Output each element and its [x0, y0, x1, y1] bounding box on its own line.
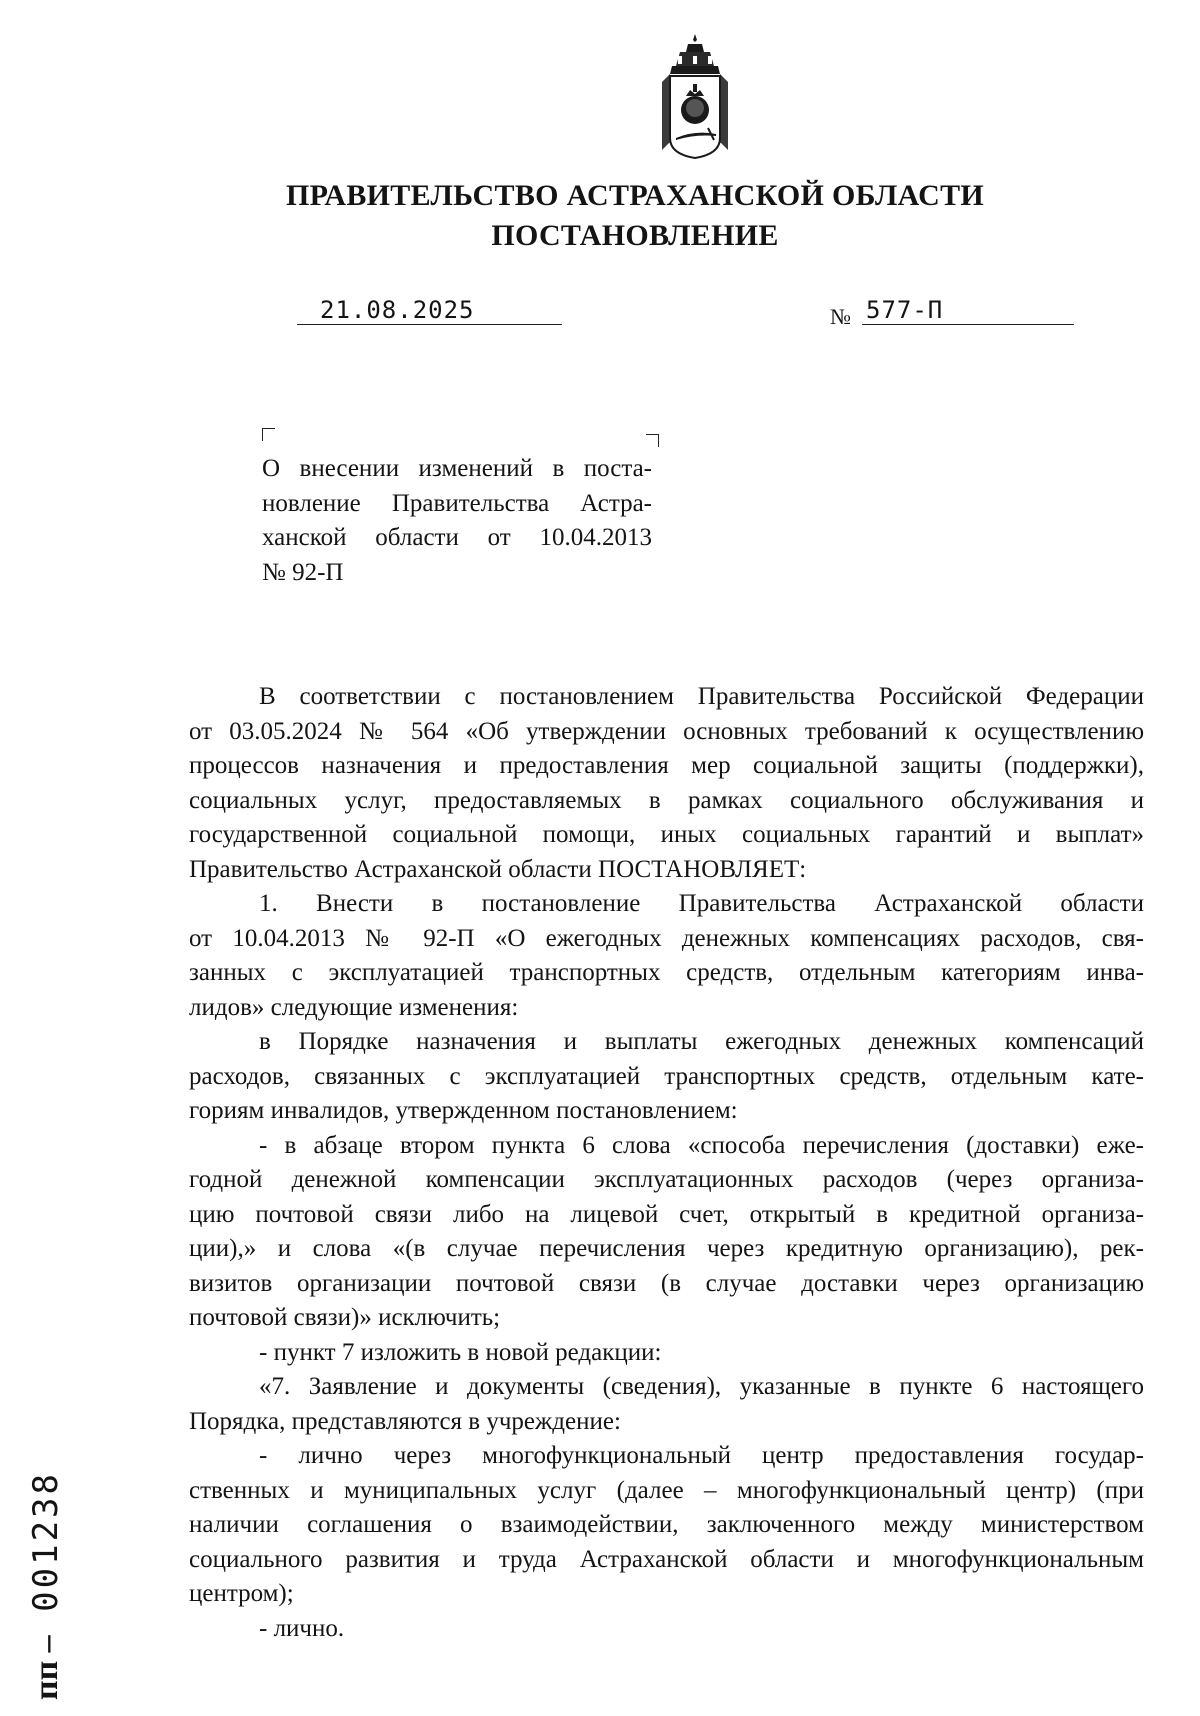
body-line: - пункт 7 изложить в новой редакции: — [259, 1338, 662, 1366]
subject-corner-right — [646, 434, 659, 447]
subject-line: новление Правительства Астра- — [262, 489, 652, 517]
body-line: лидов» следующие изменения: — [189, 993, 519, 1021]
body-line: «7. Заявление и документы (сведения), указанные в пункте 6 настоящего — [259, 1373, 1144, 1400]
document-subject — [262, 452, 652, 590]
margin-registration-stamp — [26, 1471, 66, 1700]
subject-line: ханской области от 10.04.2013 — [262, 524, 652, 551]
body-line: 1. Внести в постановление Правительства Астраханской области — [259, 890, 1144, 917]
body-line: визитов организации почтовой связи (в случае доставки через организацию — [189, 1269, 1144, 1297]
body-line: Порядка, представляются в учреждение: — [189, 1407, 621, 1435]
body-line: В соответствии с постановлением Правительства Российской Федерации — [259, 683, 1144, 710]
astrakhan-coat-of-arms-icon — [650, 30, 740, 165]
subject-corner-left — [262, 428, 275, 441]
body-line: ственных и муниципальных услуг (далее – многофункциональный центр) (при — [189, 1476, 1144, 1504]
document-date: 21.08.2025 — [320, 296, 475, 324]
document-body — [189, 680, 1144, 1646]
subject-line: № 92-П — [262, 558, 344, 586]
number-label: № — [830, 304, 851, 329]
body-line: гориям инвалидов, утвержденном постановлением: — [189, 1097, 738, 1124]
body-line: - лично. — [259, 1614, 345, 1642]
body-line: - в абзаце втором пункта 6 слова «способа перечисления (доставки) еже- — [259, 1131, 1144, 1159]
body-line: почтовой связи)» исключить; — [189, 1304, 501, 1331]
body-line: Правительство Астраханской области ПОСТАНОВЛЯЕТ: — [189, 855, 807, 883]
body-line: годной денежной компенсации эксплуатационных расходов (через организа- — [189, 1166, 1144, 1193]
body-line: занных с эксплуатацией транспортных средств, отдельным категориям инва- — [189, 959, 1144, 986]
stamp-prefix: пп – — [28, 1635, 65, 1700]
body-line: цию почтовой связи либо на лицевой счет, открытый в кредитной организа- — [189, 1200, 1144, 1228]
organization-title: ПРАВИТЕЛЬСТВО АСТРАХАНСКОЙ ОБЛАСТИ — [285, 179, 985, 212]
date-field — [297, 298, 562, 325]
body-line: в Порядке назначения и выплаты ежегодных денежных компенсаций — [259, 1028, 1144, 1055]
body-line: центром); — [189, 1580, 294, 1607]
number-field — [862, 298, 1074, 325]
document-type-title: ПОСТАНОВЛЕНИЕ — [491, 219, 779, 252]
stamp-number: 001238 — [26, 1471, 66, 1612]
body-line: процессов назначения и предоставления мер социальной защиты (поддержки), — [189, 752, 1144, 779]
subject-line: О внесении изменений в поста- — [262, 455, 652, 482]
body-line: расходов, связанных с эксплуатацией транспортных средств, отдельным кате- — [189, 1062, 1144, 1090]
body-line: наличии соглашения о взаимодействии, заключенного между министерством — [189, 1511, 1144, 1538]
body-line: - лично через многофункциональный центр предоставления государ- — [259, 1442, 1144, 1469]
body-line: государственной социальной помощи, иных социальных гарантий и выплат» — [189, 821, 1144, 848]
body-line: социального развития и труда Астраханской области и многофункциональным — [189, 1545, 1144, 1573]
body-line: от 03.05.2024 № 564 «Об утверждении основных требований к осуществлению — [189, 717, 1144, 745]
body-line: ции),» и слова «(в случае перечисления через кредитную организацию), рек- — [189, 1235, 1144, 1262]
body-line: социальных услуг, предоставляемых в рамках социального обслуживания и — [189, 786, 1144, 814]
document-number: 577-П — [866, 296, 944, 324]
body-line: от 10.04.2013 № 92-П «О ежегодных денежных компенсациях расходов, свя- — [189, 924, 1144, 952]
